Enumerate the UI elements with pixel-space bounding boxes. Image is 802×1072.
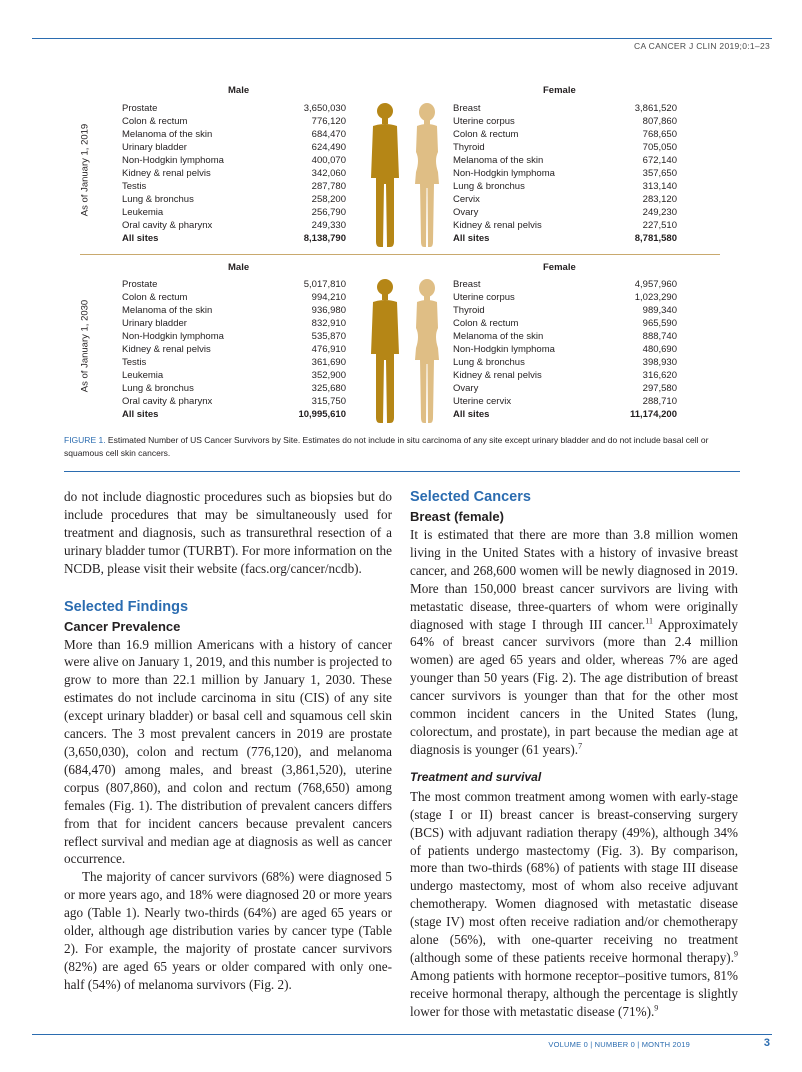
subheading-breast: Breast (female) bbox=[410, 509, 504, 524]
site-row bbox=[453, 167, 677, 180]
site-row bbox=[122, 180, 346, 193]
site-name: Colon & rectum bbox=[453, 129, 519, 140]
site-name: Testis bbox=[122, 357, 147, 368]
survivor-count: 256,790 bbox=[311, 207, 346, 218]
survivor-count: 672,140 bbox=[642, 155, 677, 166]
site-name: Melanoma of the skin bbox=[453, 155, 544, 166]
site-row bbox=[122, 278, 346, 291]
male-column-head: Male bbox=[228, 85, 250, 96]
site-name: Colon & rectum bbox=[122, 292, 188, 303]
survivor-count: 888,740 bbox=[642, 331, 677, 342]
subheading-treatment: Treatment and survival bbox=[410, 769, 542, 784]
site-name: Testis bbox=[122, 181, 147, 192]
survivor-count: 989,340 bbox=[642, 305, 677, 316]
page-number: 3 bbox=[763, 1037, 770, 1049]
footer-rule bbox=[32, 1034, 772, 1035]
reference-superscript: 9 bbox=[654, 1003, 659, 1013]
site-name: All sites bbox=[453, 409, 490, 420]
survivor-count: 342,060 bbox=[311, 168, 346, 179]
survivor-count: 705,050 bbox=[642, 142, 677, 153]
survivor-count: 283,120 bbox=[642, 194, 677, 205]
site-row bbox=[453, 278, 677, 291]
footer-issue-info: VOLUME 0 | NUMBER 0 | MONTH 2019 bbox=[548, 1040, 690, 1049]
site-row bbox=[122, 102, 346, 115]
site-name: All sites bbox=[122, 409, 159, 420]
site-name: Uterine cervix bbox=[453, 396, 512, 407]
all-sites-row bbox=[453, 408, 677, 421]
left-column bbox=[64, 488, 392, 994]
reference-superscript: 7 bbox=[578, 741, 583, 751]
site-name: Breast bbox=[453, 103, 481, 114]
survivor-count: 227,510 bbox=[642, 220, 677, 231]
survivor-count: 476,910 bbox=[311, 344, 346, 355]
survivor-count: 313,140 bbox=[642, 181, 677, 192]
site-row bbox=[122, 115, 346, 128]
all-sites-row bbox=[122, 232, 346, 245]
survivor-count: 8,781,580 bbox=[634, 233, 677, 244]
site-name: Non-Hodgkin lymphoma bbox=[122, 331, 224, 342]
site-row bbox=[453, 206, 677, 219]
site-row bbox=[122, 369, 346, 382]
male-column-head: Male bbox=[228, 262, 250, 273]
site-name: Kidney & renal pelvis bbox=[122, 168, 211, 179]
survivor-count: 11,174,200 bbox=[629, 409, 677, 420]
survivor-count: 807,860 bbox=[642, 116, 677, 127]
site-name: Melanoma of the skin bbox=[453, 331, 544, 342]
figure-caption bbox=[64, 434, 744, 460]
site-row bbox=[453, 330, 677, 343]
section-heading-findings: Selected Findings bbox=[64, 598, 189, 615]
site-row bbox=[122, 141, 346, 154]
survivor-count: 936,980 bbox=[311, 305, 346, 316]
survivor-count: 352,900 bbox=[311, 370, 346, 381]
header-rule bbox=[32, 38, 772, 39]
site-name: Non-Hodgkin lymphoma bbox=[453, 344, 555, 355]
site-name: Oral cavity & pharynx bbox=[122, 220, 213, 231]
site-row bbox=[122, 167, 346, 180]
all-sites-row bbox=[122, 408, 346, 421]
site-row bbox=[453, 369, 677, 382]
survivor-count: 258,200 bbox=[311, 194, 346, 205]
text-span: Among patients with hormone receptor–positive tumors, 81% receive hormonal therapy, although the percentage is slightly lower for those with metastatic disease (71%). bbox=[410, 967, 738, 1019]
survivor-count: 776,120 bbox=[311, 116, 346, 127]
survivor-count: 325,680 bbox=[311, 383, 346, 394]
paragraph-intro: do not include diagnostic procedures such as biopsies but do include procedures that may be simultaneously used for treatment and diagnosis, such as transurethral resection of a urinary bladder tumor (TURBT). For more information on the NCDB, please visit their website (facs.org/cancer/ncdb). bbox=[64, 489, 392, 576]
site-row bbox=[122, 304, 346, 317]
site-name: Thyroid bbox=[453, 305, 485, 316]
site-row bbox=[453, 180, 677, 193]
site-row bbox=[122, 219, 346, 232]
site-name: Lung & bronchus bbox=[122, 194, 194, 205]
female-site-list bbox=[453, 278, 677, 421]
female-silhouette-icon bbox=[410, 278, 444, 424]
text-span: Approximately 64% of breast cancer survivors (more than 2.4 million women) are aged 65 years and older, whereas 7% are aged younger than 50 years (Fig. 2). The age distribution of breast cancer survivors is younger than that for the other most common incident cancers in the United States (lung, colorectum, and prostate), in part because the median age at diagnosis is younger (61 years). bbox=[410, 616, 738, 757]
site-row bbox=[122, 317, 346, 330]
survivor-count: 8,138,790 bbox=[303, 233, 346, 244]
site-row bbox=[453, 382, 677, 395]
figure-label: FIGURE 1. bbox=[64, 435, 106, 445]
survivor-count: 287,780 bbox=[311, 181, 346, 192]
site-row bbox=[122, 154, 346, 167]
site-name: Lung & bronchus bbox=[453, 357, 525, 368]
site-row bbox=[453, 356, 677, 369]
survivor-count: 361,690 bbox=[311, 357, 346, 368]
site-name: Melanoma of the skin bbox=[122, 305, 213, 316]
site-name: Uterine corpus bbox=[453, 292, 515, 303]
site-name: Prostate bbox=[122, 103, 158, 114]
male-site-list bbox=[122, 278, 346, 421]
site-row bbox=[453, 343, 677, 356]
site-row bbox=[453, 317, 677, 330]
site-row bbox=[453, 141, 677, 154]
survivor-count: 3,861,520 bbox=[634, 103, 677, 114]
site-row bbox=[453, 102, 677, 115]
site-name: Colon & rectum bbox=[453, 318, 519, 329]
survivor-count: 316,620 bbox=[642, 370, 677, 381]
survivor-count: 684,470 bbox=[311, 129, 346, 140]
figure-caption-text: Estimated Number of US Cancer Survivors by Site. Estimates do not include in situ carcinoma of any site except urinary bladder and do not include basal cell or squamous cell skin cancers. bbox=[64, 435, 709, 458]
site-row bbox=[122, 382, 346, 395]
paragraph-prevalence-2: The majority of cancer survivors (68%) were diagnosed 5 or more years ago, and 18% were diagnosed 20 or more years ago (Table 1). Nearly two-thirds (64%) are aged 65 years or older, although age distribution varies by cancer type (Table 2). For example, the majority of prostate cancer survivors (82%) are aged 65 years or older compared with only one-half (54%) of melanoma survivors (Fig. 2). bbox=[64, 869, 392, 992]
panel-2030 bbox=[80, 254, 720, 425]
site-name: Melanoma of the skin bbox=[122, 129, 213, 140]
side-label-text: As of January 1, 2030 bbox=[79, 299, 91, 393]
site-row bbox=[122, 291, 346, 304]
survivor-count: 768,650 bbox=[642, 129, 677, 140]
site-name: Prostate bbox=[122, 279, 158, 290]
survivor-count: 357,650 bbox=[642, 168, 677, 179]
site-row bbox=[453, 304, 677, 317]
paragraph-prevalence-1: More than 16.9 million Americans with a history of cancer were alive on January 1, 2019, and this number is projected to grow to more than 22.1 million by January 1, 2030. These estimates do not include carcinoma in situ (CIS) of any site (except urinary bladder) or basal cell and squamous cell skin cancers. The 3 most prevalent cancers in 2019 are prostate (3,650,030), colon and rectum (776,120), and melanoma (684,470) among males, and breast (3,861,520), uterine corpus (807,860), and colon and rectum (768,650) among females (Fig. 1). The distribution of prevalent cancers differs from that for incident cancers because prevalent cancers reflect survival and median age at diagnosis as well as cancer occurrence. bbox=[64, 636, 392, 867]
site-row bbox=[453, 154, 677, 167]
paragraph-treatment bbox=[410, 788, 738, 1021]
survivor-count: 1,023,290 bbox=[634, 292, 677, 303]
male-site-list bbox=[122, 102, 346, 245]
paragraph-breast-1 bbox=[410, 526, 738, 759]
survivor-count: 480,690 bbox=[642, 344, 677, 355]
site-name: Urinary bladder bbox=[122, 318, 187, 329]
site-name: Ovary bbox=[453, 207, 479, 218]
site-row bbox=[122, 206, 346, 219]
survivor-count: 5,017,810 bbox=[303, 279, 346, 290]
figure-1 bbox=[80, 80, 720, 425]
site-row bbox=[453, 395, 677, 408]
site-name: Lung & bronchus bbox=[122, 383, 194, 394]
site-name: Non-Hodgkin lymphoma bbox=[122, 155, 224, 166]
site-row bbox=[122, 356, 346, 369]
survivor-count: 249,330 bbox=[311, 220, 346, 231]
text-span: The most common treatment among women with early-stage (stage I or II) breast cancer is breast-conserving surgery (BCS) with adjuvant radiation therapy (49%), although 34% of patients undergo mastectomy (Fig. 3). By comparison, more than two-thirds (68%) of patients with stage III disease undergo mastectomy, most of whom also receive adjuvant chemotherapy. Women diagnosed with metastatic disease (stage IV) most often receive radiation and/or chemotherapy alone (56%), with one-quarter receiving no treatment (although some of these patients receive hormonal therapy). bbox=[410, 788, 738, 965]
survivor-count: 624,490 bbox=[311, 142, 346, 153]
survivor-count: 965,590 bbox=[642, 318, 677, 329]
site-row bbox=[122, 330, 346, 343]
site-row bbox=[453, 291, 677, 304]
site-row bbox=[122, 343, 346, 356]
site-row bbox=[122, 395, 346, 408]
survivor-count: 3,650,030 bbox=[303, 103, 346, 114]
site-row bbox=[122, 128, 346, 141]
subheading-prevalence: Cancer Prevalence bbox=[64, 618, 181, 634]
site-name: Colon & rectum bbox=[122, 116, 188, 127]
survivor-count: 288,710 bbox=[642, 396, 677, 407]
survivor-count: 4,957,960 bbox=[634, 279, 677, 290]
site-name: Kidney & renal pelvis bbox=[453, 220, 542, 231]
site-row bbox=[453, 193, 677, 206]
male-silhouette-icon bbox=[364, 278, 406, 424]
site-name: All sites bbox=[122, 233, 159, 244]
panel-2019 bbox=[80, 80, 720, 252]
survivor-count: 10,995,610 bbox=[298, 409, 346, 420]
female-silhouette-icon bbox=[410, 102, 444, 248]
site-name: All sites bbox=[453, 233, 490, 244]
survivor-count: 398,930 bbox=[642, 357, 677, 368]
reference-superscript: 11 bbox=[645, 616, 653, 626]
site-name: Urinary bladder bbox=[122, 142, 187, 153]
site-name: Ovary bbox=[453, 383, 479, 394]
site-name: Oral cavity & pharynx bbox=[122, 396, 213, 407]
site-name: Thyroid bbox=[453, 142, 485, 153]
survivor-count: 297,580 bbox=[642, 383, 677, 394]
site-row bbox=[453, 219, 677, 232]
running-head: CA CANCER J CLIN 2019;0:1–23 bbox=[634, 41, 770, 51]
site-name: Uterine corpus bbox=[453, 116, 515, 127]
survivor-count: 249,230 bbox=[642, 207, 677, 218]
site-name: Cervix bbox=[453, 194, 480, 205]
site-row bbox=[122, 193, 346, 206]
male-silhouette-icon bbox=[364, 102, 406, 248]
reference-superscript: 9 bbox=[734, 949, 738, 959]
female-site-list bbox=[453, 102, 677, 245]
site-name: Breast bbox=[453, 279, 481, 290]
site-name: Kidney & renal pelvis bbox=[122, 344, 211, 355]
site-name: Kidney & renal pelvis bbox=[453, 370, 542, 381]
side-label-text: As of January 1, 2019 bbox=[79, 123, 91, 217]
survivor-count: 535,870 bbox=[311, 331, 346, 342]
female-column-head: Female bbox=[543, 85, 576, 96]
caption-rule bbox=[64, 471, 740, 472]
survivor-count: 994,210 bbox=[311, 292, 346, 303]
site-row bbox=[453, 115, 677, 128]
female-column-head: Female bbox=[543, 262, 576, 273]
survivor-count: 832,910 bbox=[311, 318, 346, 329]
all-sites-row bbox=[453, 232, 677, 245]
site-name: Leukemia bbox=[122, 370, 164, 381]
survivor-count: 315,750 bbox=[311, 396, 346, 407]
section-heading-cancers: Selected Cancers bbox=[410, 489, 531, 505]
site-name: Lung & bronchus bbox=[453, 181, 525, 192]
right-column bbox=[410, 488, 738, 1021]
site-row bbox=[453, 128, 677, 141]
text-span: It is estimated that there are more than 3.8 million women living in the United States with a history of invasive breast cancer, and 268,600 women will be newly diagnosed in 2019. More than 150,000 breast cancer survivors are living with metastatic disease, three-quarters of whom were originally diagnosed with stage I through III cancer. bbox=[410, 527, 738, 632]
site-name: Leukemia bbox=[122, 207, 164, 218]
site-name: Non-Hodgkin lymphoma bbox=[453, 168, 555, 179]
survivor-count: 400,070 bbox=[311, 155, 346, 166]
